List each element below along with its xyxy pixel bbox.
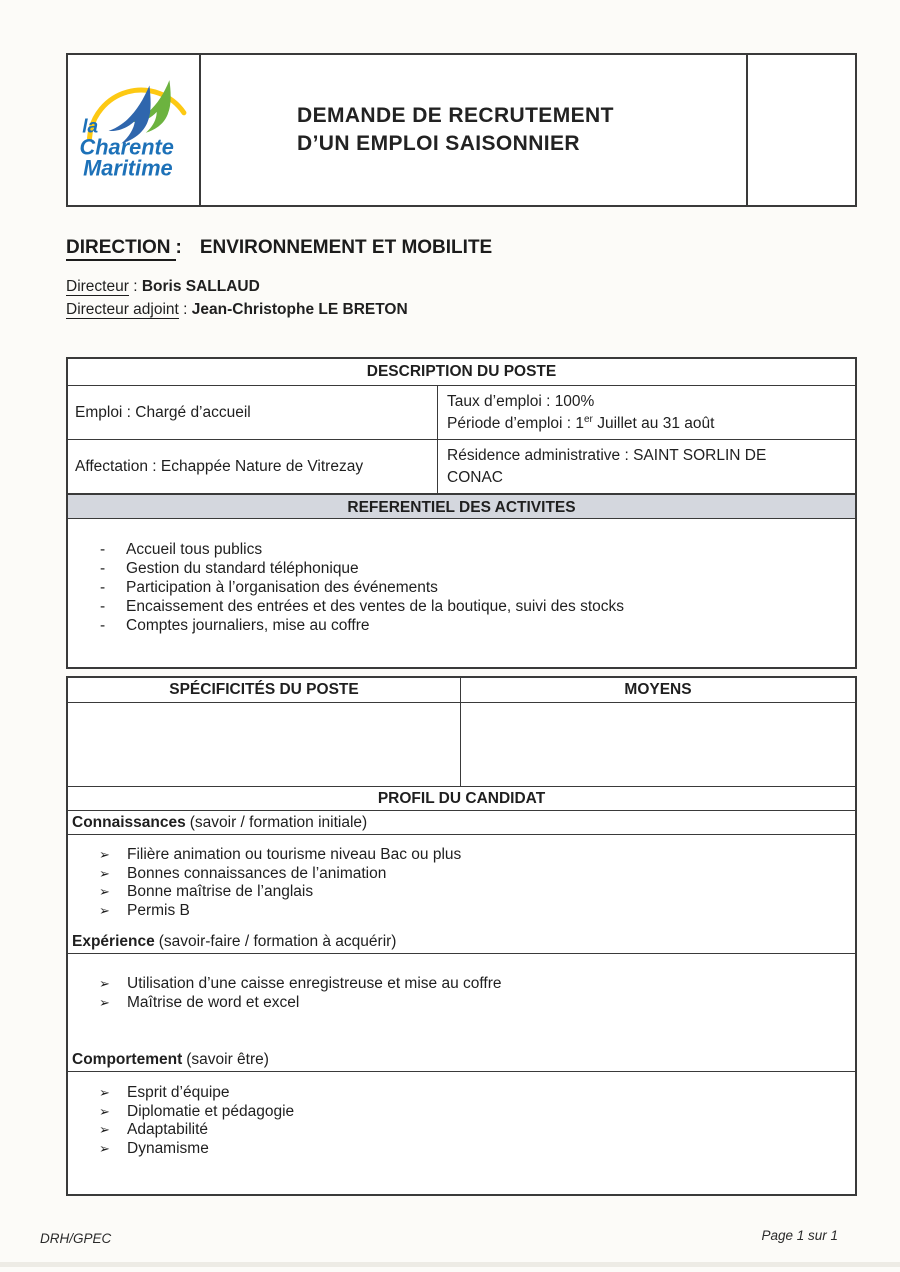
activity-item: - Participation à l’organisation des événements [100, 579, 438, 596]
emploi-row [68, 386, 855, 440]
scan-edge-artifact [0, 1262, 900, 1267]
taux-periode-cell [438, 386, 855, 439]
description-poste-title: DESCRIPTION DU POSTE [68, 359, 855, 386]
affectation-row [68, 440, 855, 493]
logo-text-charente: Charente [79, 134, 174, 160]
profil-candidat-title: PROFIL DU CANDIDAT [68, 787, 855, 811]
director-label: Directeur [66, 278, 129, 295]
activity-item: - Gestion du standard téléphonique [100, 560, 359, 577]
arrow-bullet: ➢ [99, 976, 110, 991]
comportement-item: ➢ Esprit d’équipe [99, 1084, 230, 1101]
comportement-label: Comportement (savoir être) [68, 1048, 855, 1072]
activity-item: - Accueil tous publics [100, 541, 263, 558]
direction-heading [66, 237, 492, 259]
logo-cell [68, 55, 201, 205]
charente-maritime-logo [75, 72, 193, 188]
dash-bullet: - [100, 560, 106, 577]
deputy-separator: : [178, 301, 192, 318]
connaissance-item: ➢ Filière animation ou tourisme niveau Bac ou plus [99, 846, 462, 863]
comportement-content [68, 1072, 855, 1194]
deputy-director-name: Jean-Christophe LE BRETON [191, 301, 408, 318]
logo-text-maritime: Maritime [82, 155, 173, 181]
comportement-item: ➢ Diplomatie et pédagogie [99, 1102, 295, 1120]
activities-list [68, 540, 855, 635]
arrow-bullet: ➢ [99, 884, 110, 899]
taux-emploi: Taux d’emploi : 100% [447, 393, 595, 410]
dash-bullet: - [100, 579, 106, 596]
director-line [66, 278, 260, 296]
specificites-body-row [68, 703, 855, 787]
direction-value: ENVIRONNEMENT ET MOBILITE [199, 237, 493, 258]
director-separator: : [128, 278, 142, 295]
title-cell [201, 55, 748, 205]
specificites-content [68, 703, 461, 786]
experience-item: ➢ Maîtrise de word et excel [99, 994, 300, 1011]
comportement-item: ➢ Adaptabilité [99, 1121, 209, 1138]
direction-label: DIRECTION [66, 237, 176, 261]
experience-item: ➢ Utilisation d’une caisse enregistreuse et mise au coffre [99, 975, 502, 992]
specificites-title: SPÉCIFICITÉS DU POSTE [68, 678, 461, 702]
arrow-bullet: ➢ [99, 1122, 110, 1137]
specificites-profil-table [66, 676, 857, 1196]
arrow-bullet: ➢ [99, 847, 110, 862]
moyens-title: MOYENS [624, 681, 692, 698]
comportement-item: ➢ Dynamisme [99, 1139, 209, 1157]
dash-bullet: - [100, 598, 106, 615]
referentiel-activites-title: REFERENTIEL DES ACTIVITES [68, 493, 855, 519]
activity-item: - Comptes journaliers, mise au coffre [100, 617, 370, 634]
arrow-bullet: ➢ [99, 902, 110, 918]
residence-administrative: Résidence administrative : SAINT SORLIN DE CONAC [447, 447, 767, 486]
arrow-bullet: ➢ [99, 865, 110, 881]
connaissances-content [68, 835, 855, 930]
dash-bullet: - [100, 617, 106, 634]
experience-label: Expérience (savoir-faire / formation à acquérir) [68, 930, 855, 954]
experience-list [68, 974, 855, 1012]
periode-emploi: Période d’emploi : 1er Juillet au 31 août [447, 413, 715, 432]
arrow-bullet: ➢ [99, 995, 110, 1010]
arrow-bullet: ➢ [99, 1103, 110, 1119]
connaissances-list [68, 846, 855, 920]
emploi-cell: Emploi : Chargé d’accueil [68, 386, 438, 439]
referentiel-activites-content [68, 519, 855, 667]
arrow-bullet: ➢ [99, 1085, 110, 1100]
logo-text-la: la [81, 116, 98, 138]
direction-colon: : [175, 237, 182, 258]
activity-item: - Encaissement des entrées et des ventes de la boutique, suivi des stocks [100, 598, 625, 615]
deputy-director-line [66, 301, 408, 319]
connaissance-item: ➢ Bonnes connaissances de l’animation [99, 864, 387, 882]
director-name: Boris SALLAUD [141, 278, 260, 295]
footer-page-number: Page 1 sur 1 [761, 1228, 838, 1243]
connaissances-label: Connaissances (savoir / formation initiale) [68, 811, 855, 835]
residence-cell [438, 440, 855, 493]
affectation-cell: Affectation : Echappée Nature de Vitrezay [68, 440, 438, 493]
footer-service-reference: DRH/GPEC [40, 1231, 112, 1246]
experience-content [68, 954, 855, 1048]
header-empty-cell [748, 55, 855, 205]
document-title-line2: D’UN EMPLOI SAISONNIER [297, 132, 580, 155]
specificites-header-row [68, 678, 855, 703]
comportement-list [68, 1084, 855, 1158]
connaissance-item: ➢ Permis B [99, 901, 190, 919]
form-header-box [66, 53, 857, 207]
moyens-content [461, 703, 855, 786]
dash-bullet: - [100, 541, 106, 558]
document-title-line1: DEMANDE DE RECRUTEMENT [297, 104, 614, 127]
description-poste-table [66, 357, 857, 669]
connaissance-item: ➢ Bonne maîtrise de l’anglais [99, 883, 314, 900]
arrow-bullet: ➢ [99, 1140, 110, 1156]
superscript-er: er [584, 413, 593, 425]
deputy-director-label: Directeur adjoint [66, 301, 179, 318]
document-title [297, 102, 614, 158]
